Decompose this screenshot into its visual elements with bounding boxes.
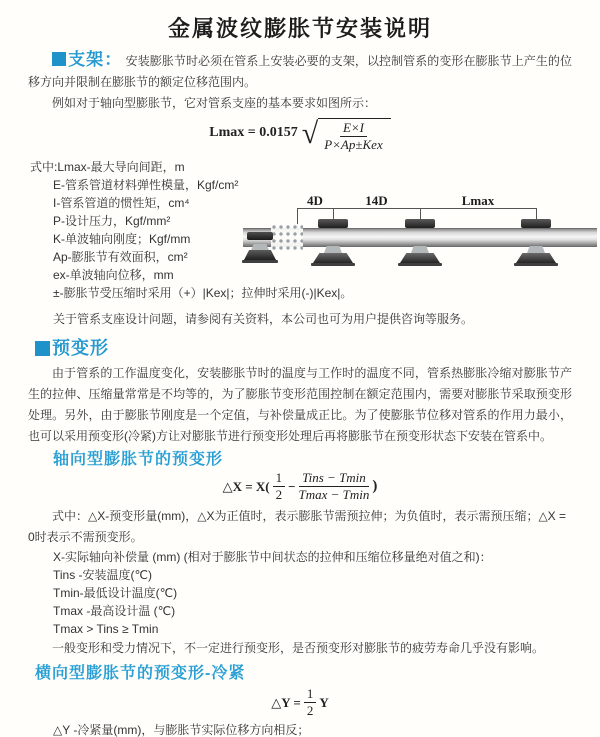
definition-line: Tins -安装温度(℃) [53,568,153,582]
dimension-label-lmax: Lmax [461,193,495,208]
formula-axial: △X = X( $\frac{1}{2}$ − $\frac{\text{Tins − Tmin}}{Tmax - Tmin}$ ) [222,470,378,502]
section-support-label: 支架： [68,50,123,69]
support-intro-text: 安装膨胀节时必须在管系上安装必要的支架，以控制管系的变形在膨胀节上产生的位移方向并限制在膨胀节的额定位移范围内。 [28,54,572,89]
definition-line: E-管系管道材料弹性模量，Kgf/cm² [53,178,239,192]
formula-lmax-lhs: Lmax = 0.0157 [209,125,298,140]
guide-support [398,219,442,266]
predeform-paragraph: 由于管系的工作温度变化，安装膨胀节时的温度与工作时的温度不同，管系热膨胀冷缩对膨胀节产生的拉伸、压缩量常常是不均等的，为了膨胀节变形范围控制在额定范围内，需要对膨胀节采取预变形处理。另外，由于膨胀节刚度是一个定值，与补偿量成正比。为了使膨胀节位移对管系的作用力最小，也可以采用预变形(冷紧)方让对膨胀节进行预变形处理后再将膨胀节在预变形状态下安装在管系中。 [28,366,572,443]
definition-line: X-实际轴向补偿量 (mm) (相对于膨胀节中间状态的拉伸和压缩位移量绝对值之和)： [53,550,492,564]
definition-line: 关于管系支座设计问题，请参阅有关资料，本公司也可为用户提供咨询等服务。 [53,312,474,326]
definition-line: ±-膨胀节受压缩时采用（+）|Kex|；拉伸时采用(-)|Kex|。 [53,286,353,300]
formula-lmax [0,118,600,152]
definition-line: 式中:Lmax-最大导向间距，m [30,160,185,174]
guide-support [311,219,355,266]
formula-lateral-lhs: △Y = [271,694,301,710]
minus-sign: − [288,478,296,494]
radical-sign: √ [301,117,319,150]
anchor-support [243,232,277,266]
formula-lateral: △Y = $\frac{1}{2}$ Y [271,686,329,718]
definition-line: ex-单波轴向位移，mm [53,268,174,282]
section-support-heading [52,50,122,69]
definition-line: Tmax > Tins ≥ Tmin [53,622,159,636]
pipe-support-diagram [243,193,599,268]
support-example-line: 例如对于轴向型膨胀节，它对管系支座的基本要求如图所示： [52,96,377,110]
lateral-subheading: 横向型膨胀节的预变形-冷紧 [35,665,246,682]
dimension-label-14d: 14D [365,193,388,208]
definition-line: Tmax -最高设计温 (℃) [53,604,176,618]
lateral-note-line: △Y -冷紧量(mm)，与膨胀节实际位移方向相反； [53,723,310,737]
definition-line: P-设计压力，Kgf/mm² [53,214,171,228]
section-predeform-heading [35,338,600,358]
support-intro-paragraph [28,49,572,93]
axial-note-line: 一般变形和受力情况下，不一定进行预变形，是否预变形对膨胀节的疲劳寿命几乎没有影响。 [52,641,545,655]
definition-line: I-管系管道的惯性矩，cm⁴ [53,196,190,210]
definition-line: Tmin-最低设计温度(℃) [53,586,178,600]
blue-square-icon [52,52,66,66]
formula-axial-lhs: △X = X( [222,478,270,494]
axial-subheading: 轴向型膨胀节的预变形 [53,451,224,468]
page-title: 金属波纹膨胀节安装说明 [167,16,432,41]
blue-square-icon [35,341,50,356]
axial-explain-paragraph: 式中：△X-预变形量(mm)，△X为正值时，表示膨胀节需预拉伸；为负值时，表示需预压缩；△X = 0时表示不需预变形。 [28,509,567,544]
formula-lmax-denominator: P×Ap±Kex [324,137,383,152]
dimension-label-4d: 4D [307,193,323,208]
formula-lateral-rhs: Y [319,694,329,710]
definition-line: K-单波轴向刚度；Kgf/mm [53,232,191,246]
definition-line: Ap-膨胀节有效面积，cm² [53,250,188,264]
square-root [302,118,391,152]
axial-definitions [53,548,600,638]
section-predeform-label: 预变形 [52,338,109,358]
guide-support [514,219,558,266]
formula-lmax-numerator: E×I [340,121,367,137]
